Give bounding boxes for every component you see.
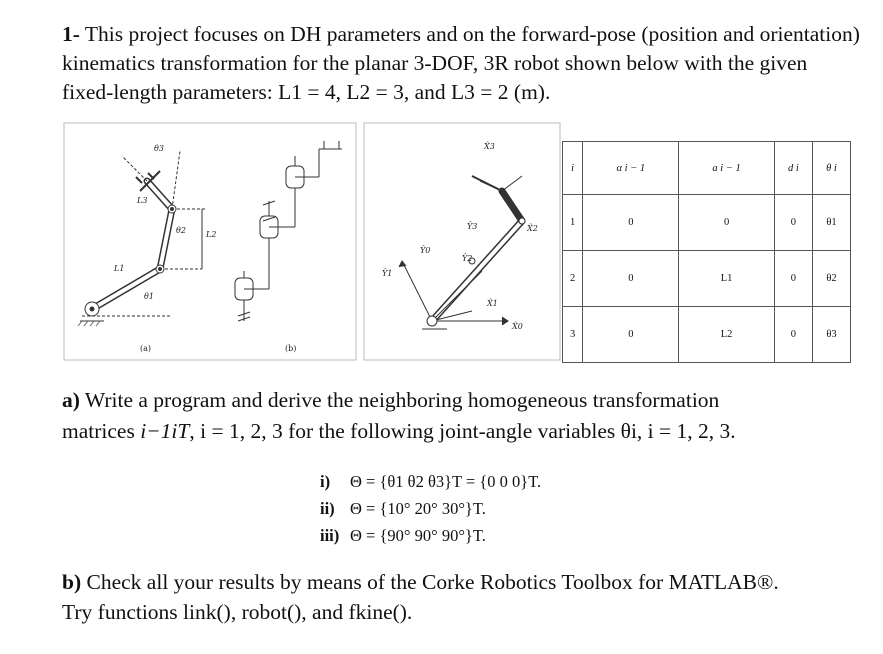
robot-figure-svg [62,121,579,364]
problem-statement [62,20,862,107]
label-L3: L3 [137,196,148,205]
question-a-line2 [62,416,862,447]
label-X1: X̂1 [487,299,498,308]
question-a-prefix: matrices [62,419,141,443]
question-b-line1 [62,567,862,597]
label-X0: X̂0 [512,322,523,331]
panel-c-frames [399,176,525,329]
panel-c-frame [364,123,560,360]
label-X2: X̂2 [527,224,538,233]
item-label: ii) [320,499,335,518]
transform-matrix-symbol: i−1iT [140,419,190,443]
panel-ab-frame [64,123,356,360]
table-cell: 0 [583,195,679,251]
table-cell: θ3 [813,307,851,363]
table-row [563,307,851,363]
item-label: i) [320,472,331,491]
question-a-label: a) [62,388,80,412]
dh-parameter-table [562,141,851,363]
panel-a-label: (a) [140,344,152,353]
table-cell: 2 [563,251,583,307]
table-cell: 0 [679,195,774,251]
question-a-text: Write a program and derive the neighboring homogeneous transformation [79,388,720,412]
item-label: iii) [320,526,340,545]
dh-header-i: i [563,142,583,195]
label-theta3: θ3 [154,144,164,153]
question-a-line1 [62,385,862,416]
label-L2: L2 [206,230,217,239]
table-cell: L2 [679,307,774,363]
table-cell: 0 [774,195,812,251]
label-Y3: Ŷ3 [467,222,478,231]
list-item [320,468,541,495]
table-row [563,195,851,251]
panel-b-label: (b) [285,344,297,353]
table-cell: 0 [583,251,679,307]
item-expr: Θ = {θ1 θ2 θ3}T = {0 0 0}T. [350,472,542,491]
label-Y1: Ŷ1 [382,269,393,278]
panel-a-arm [78,151,207,326]
dh-header-a: a i − 1 [679,142,774,195]
table-cell: L1 [679,251,774,307]
table-row [563,251,851,307]
dh-header-theta: θ i [813,142,851,195]
label-theta2: θ2 [176,226,186,235]
dh-header-alpha: α i − 1 [583,142,679,195]
dh-header-row [563,142,851,195]
question-a-suffix: , i = 1, 2, 3 for the following joint-angle variables θi, i = 1, 2, 3. [189,419,736,443]
table-cell: 0 [774,307,812,363]
table-cell: θ1 [813,195,851,251]
label-X3: X̂3 [484,142,495,151]
item-expr: Θ = {10° 20° 30°}T. [350,499,486,518]
problem-number: 1- [62,22,80,46]
question-b-label: b) [62,570,82,594]
robot-figure [62,121,579,364]
joint-angle-list [320,468,541,549]
table-cell: θ2 [813,251,851,307]
problem-text: This project focuses on DH parameters and on the forward-pose (position and orientation) kinematics transformation for the planar 3-DOF, 3R robot shown below with the given fixed-length parameters: L1 = 4, L2 = 3, and L3 = 2 (m). [62,22,860,104]
question-a [62,385,862,447]
list-item [320,495,541,522]
table-cell: 0 [774,251,812,307]
item-expr: Θ = {90° 90° 90°}T. [350,526,486,545]
label-L1: L1 [114,264,125,273]
table-cell: 0 [583,307,679,363]
table-cell: 3 [563,307,583,363]
label-theta1: θ1 [144,292,154,301]
question-b [62,567,862,627]
list-item [320,522,541,549]
panel-b-schematic [235,141,342,321]
question-b-text: Check all your results by means of the Corke Robotics Toolbox for MATLAB®. [81,570,779,594]
dh-header-d: d i [774,142,812,195]
label-Y2: Ŷ2 [462,254,473,263]
table-cell: 1 [563,195,583,251]
question-b-line2: Try functions link(), robot(), and fkine(). [62,600,413,624]
label-Y0: Ŷ0 [420,246,431,255]
